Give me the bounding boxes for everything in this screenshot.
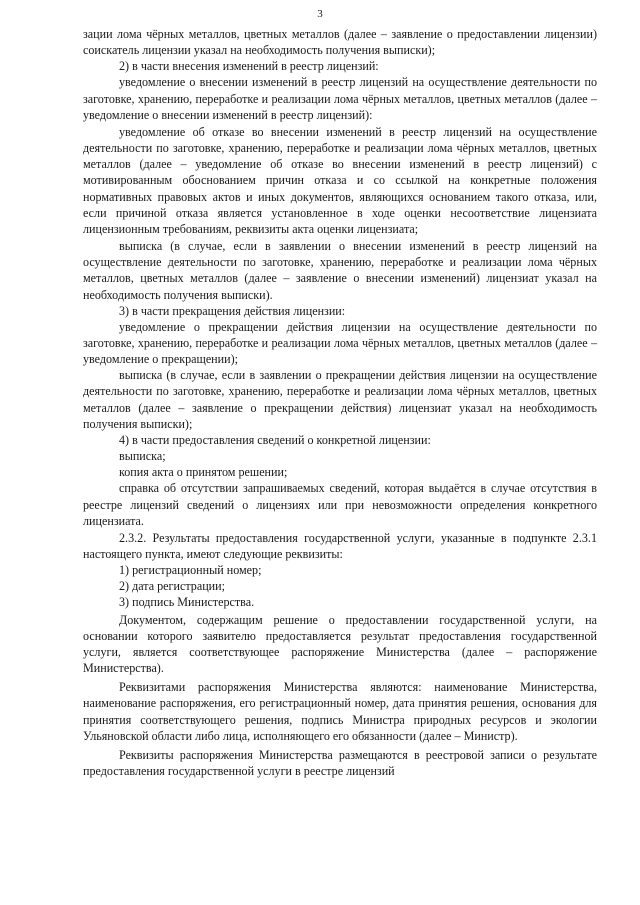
paragraph-extract: выписка; <box>119 449 166 464</box>
paragraph-requisite-3: 3) подпись Министерства. <box>119 595 255 610</box>
paragraph-requisite-2: 2) дата регистрации; <box>119 579 225 594</box>
paragraph-requisite-1: 1) регистрационный номер; <box>119 563 262 578</box>
paragraph-absence-certificate: справка об отсутствии запрашиваемых сведений, которая выдаётся в случае отсутствия в реестре лицензий сведений о лицензиях или при невозможности определения конкретного лицензиата. <box>83 481 597 528</box>
paragraph-act-copy: копия акта о принятом решении; <box>119 465 288 480</box>
paragraph-item-2-heading: 2) в части внесения изменений в реестр лицензий: <box>119 59 379 74</box>
paragraph-continuation: зации лома чёрных металлов, цветных металлов (далее – заявление о предоставлении лицензии) соискатель лицензии указал на необходимость получения выписки); <box>83 27 597 58</box>
paragraph-termination-notice: уведомление о прекращении действия лицензии на осуществление деятельности по заготовке, хранению, переработке и реализации лома чёрных металлов, цветных металлов (далее – уведомление о прекращении); <box>83 319 597 367</box>
paragraph-termination-extract: выписка (в случае, если в заявлении о прекращении действия лицензии на осуществление деятельности по заготовке, хранению, переработке и реализации лома чёрных металлов, цветных металлов (далее – заявление о прекращении действия) лицензиат указал на необходимость получения выписки); <box>83 368 597 431</box>
paragraph-change-extract: выписка (в случае, если в заявлении о внесении изменений в реестр лицензий на осуществление деятельности по заготовке, хранению, переработке и реализации лома чёрных металлов, цветных металлов (далее – заявление о внесении изменений) лицензиат указал на необходимость получения выписки). <box>83 239 597 302</box>
page-number: 3 <box>317 8 323 20</box>
paragraph-decision-document: Документом, содержащим решение о предоставлении государственной услуги, на основании которого заявителю предоставляется результат предоставления государственной услуги, является соответствующее распоряжение Министерства (далее – распоряжение Министерства). <box>83 612 597 676</box>
document-body <box>83 26 597 779</box>
paragraph-change-notice: уведомление о внесении изменений в реестр лицензий на осуществление деятельности по заготовке, хранению, переработке и реализации лома чёрных металлов, цветных металлов (далее – уведомление о внесении изменений в реестр лицензий): <box>83 75 597 122</box>
paragraph-change-refusal: уведомление об отказе во внесении изменений в реестр лицензий на осуществление деятельности по заготовке, хранению, переработке и реализации лома чёрных металлов, цветных металлов (далее – уведомление об отказе во внесении изменений в реестр лицензий) с мотивированным обоснованием причин отказа и со ссылкой на конкретные положения нормативных правовых актов и иных документов, являющихся основанием такого отказа, или, если причиной отказа является установленное в ходе оценки несоответствие лицензиата лицензионным требованиям, реквизиты акта оценки лицензиата; <box>83 124 597 236</box>
paragraph-item-3-heading: 3) в части прекращения действия лицензии: <box>119 303 346 318</box>
paragraph-registry-placement: Реквизиты распоряжения Министерства размещаются в реестровой записи о результате предоставления государственной услуги в реестре лицензий <box>83 747 597 779</box>
paragraph-item-4-heading: 4) в части предоставления сведений о конкретной лицензии: <box>119 432 431 447</box>
paragraph-section-2-3-2: 2.3.2. Результаты предоставления государственной услуги, указанные в подпункте 2.3.1 настоящего пункта, имеют следующие реквизиты: <box>83 530 597 561</box>
paragraph-order-requisites: Реквизитами распоряжения Министерства являются: наименование Министерства, наименование распоряжения, его регистрационный номер, дата принятия решения, основания для принятия соответствующего решения, подпись Министра природных ресурсов и экологии Ульяновской области либо лица, исполняющего его обязанности (далее – Министр). <box>83 680 597 743</box>
